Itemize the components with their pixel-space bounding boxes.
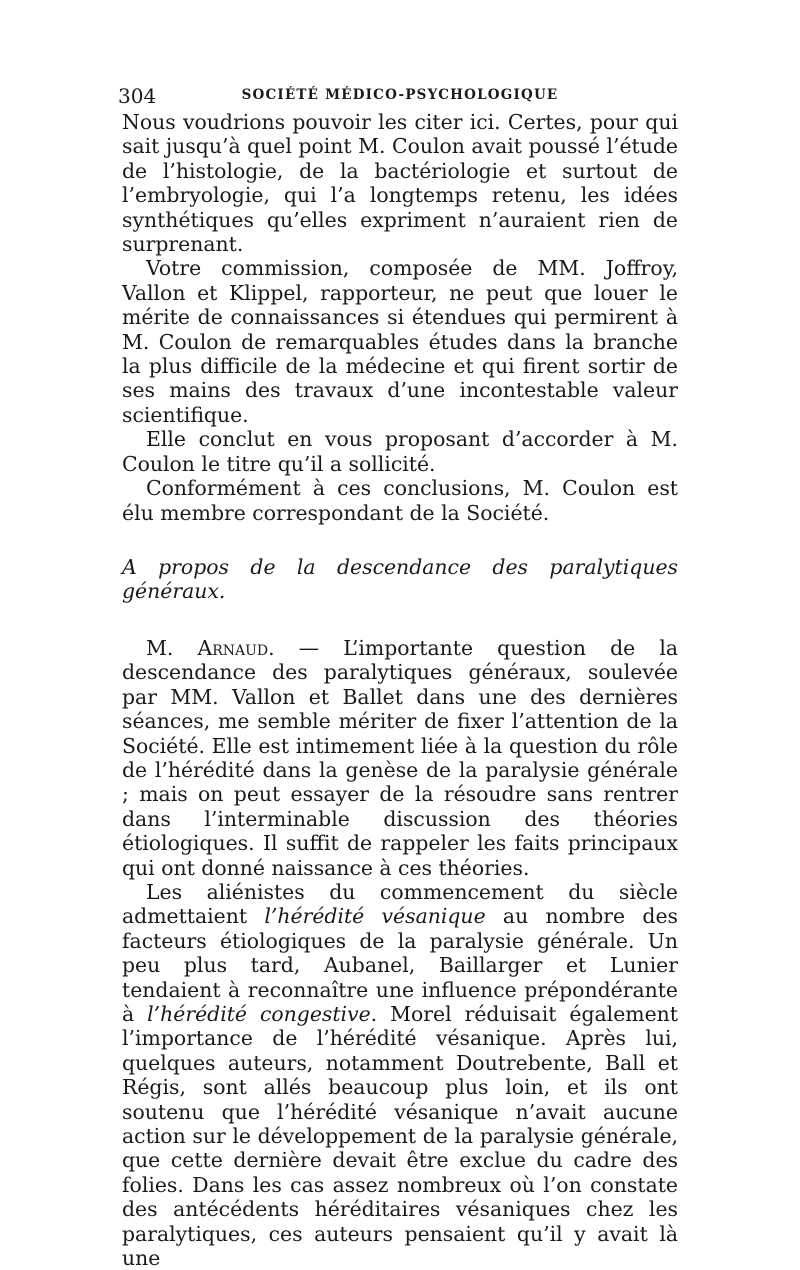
italic-heredite-vesanique: l’hérédité vésanique xyxy=(264,904,486,929)
speaker-name: Arnaud xyxy=(197,635,269,660)
paragraph-quote-intro: Nous voudrions pouvoir les citer ici. Certes, pour qui sait jusqu’à quel point M. Coulon avait poussé l’étude de l’histologie, de la bactériologie et surtout de l’embryologie, qui l’a longtemps retenu, les idées synthétiques qu’elles expriment n’auraient rien de surprenant. xyxy=(122,110,678,257)
speaker-prefix: M. xyxy=(146,635,198,660)
paragraph-arnaud xyxy=(122,636,678,880)
running-title: SOCIÉTÉ MÉDICO-PSYCHOLOGIQUE xyxy=(241,87,559,103)
italic-heredite-congestive: l’hérédité congestive xyxy=(147,1002,371,1026)
paragraph-commission: Votre commission, composée de MM. Joffroy, Vallon et Klippel, rapporteur, ne peut que louer le mérite de connaissances si étendues qui permirent à M. Coulon de remarquables études dans la branche la plus difficile de la médecine et qui firent sortir de ses mains des travaux d’une incontestable valeur scientifique. xyxy=(122,256,678,427)
paragraph-election: Conformément à ces conclusions, M. Coulon est élu membre correspondant de la Société. xyxy=(122,476,678,525)
paragraph-conclusion: Elle conclut en vous proposant d’accorder à M. Coulon le titre qu’il a sollicité. xyxy=(122,427,678,476)
alienistes-text-2: au nombre des facteurs étiologiques de la paralysie générale. Un peu plus tard, Aubanel, Baillarger et Lunier tendaient à reconnaître une influence prépondérante à xyxy=(122,904,678,1026)
paragraph-alienistes xyxy=(122,880,678,1270)
arnaud-text: . — L’importante question de la descendance des paralytiques généraux, soulevée par MM. Vallon et Ballet dans une des dernières séances, me semble mériter de fixer l’attention de la Société. Elle est intimement liée à la question du rôle de l’hérédité dans la genèse de la paralysie générale ; mais on peut essayer de la résoudre sans rentrer dans l’interminable discussion des théories étiologiques. Il suffit de rappeler les faits principaux qui ont donné naissance à ces théories. xyxy=(122,635,679,880)
body-text xyxy=(122,110,678,1270)
alienistes-text-3: . Morel réduisait également l’importance de l’hérédité vésanique. Après lui, quelques auteurs, notamment Doutrebente, Ball et Régis, sont allés beaucoup plus loin, et ils ont soutenu que l’hérédité vésanique n’avait aucune action sur le développement de la paralysie générale, que cette dernière devait être exclue du cadre des folies. Dans les cas assez nombreux où l’on constate des antécédents héréditaires vésaniques chez les paralytiques, ces auteurs pensaient qu’il y avait là une xyxy=(122,1002,678,1270)
running-head xyxy=(118,84,678,110)
book-page xyxy=(118,84,679,1270)
page-number: 304 xyxy=(118,84,157,108)
section-heading: A propos de la descendance des paralytiques généraux. xyxy=(122,554,678,603)
alienistes-text-1: Les aliénistes du commencement du siècle admettaient xyxy=(122,879,678,929)
